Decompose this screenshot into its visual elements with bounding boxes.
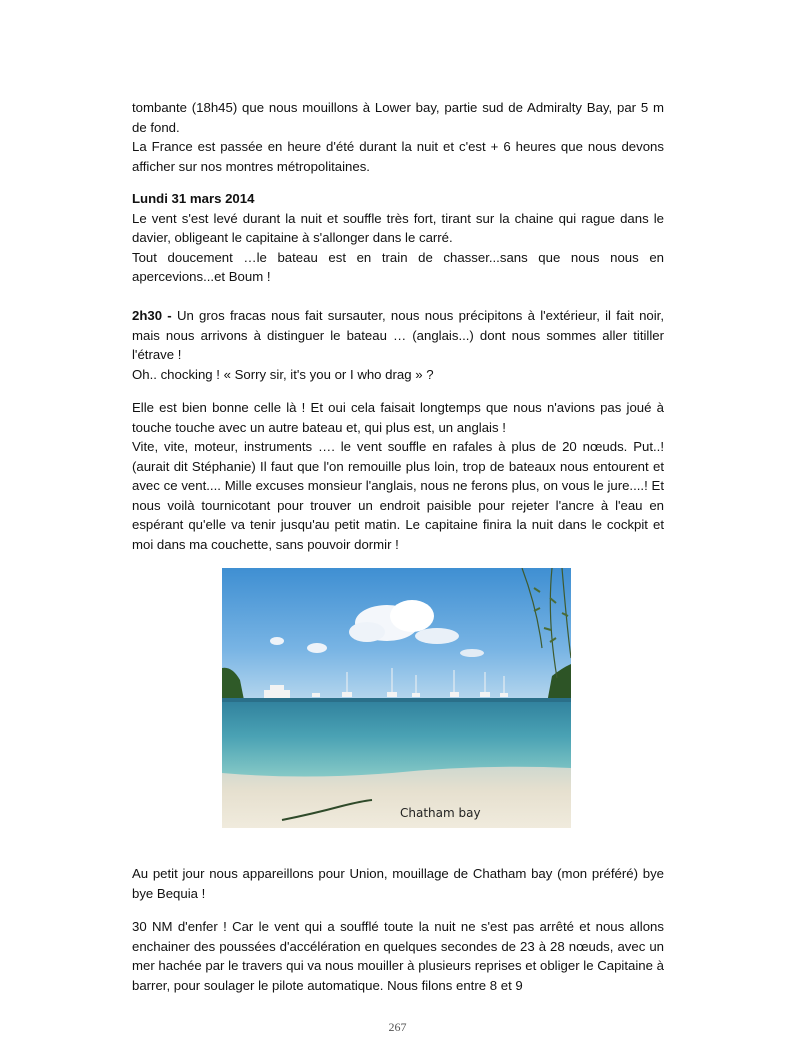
paragraph-reanchor xyxy=(132,398,664,554)
reanchor-text: Vite, vite, moteur, instruments …. le vent souffle en rafales à plus de 20 nœuds. Put..! (aurait dit Stéphanie) Il faut que l'on remouille plus loin, trop de bateaux nous entourent et avec ce vent.... Mille excuses monsieur l'anglais, nous ne ferons plus, on vous le jure....! Et nous voilà tournicotant pour trouver un endroit paisible pour rejeter l'ancre à l'eau en espérant qu'elle va tenir jusqu'au petit matin. Le capitaine finira la nuit dans le cockpit et moi dans ma couchette, sans pouvoir dormir ! xyxy=(132,439,664,552)
collision-text: Un gros fracas nous fait sursauter, nous nous précipitons à l'extérieur, il fait noir, mais nous arrivons à distinguer le bateau … (anglais...) dont nous sommes aller titiller l'étrave ! xyxy=(132,308,664,362)
page-number: 267 xyxy=(388,1020,407,1034)
paragraph-arrival xyxy=(132,98,664,176)
arrival-text: tombante (18h45) que nous mouillons à Lower bay, partie sud de Admiralty Bay, par 5 m de fond. xyxy=(132,100,664,135)
paragraph-monday xyxy=(132,189,664,287)
paragraph-crossing xyxy=(132,917,664,995)
paragraph-departure xyxy=(132,864,664,903)
chatham-bay-photo xyxy=(222,568,571,828)
date-heading: Lundi 31 mars 2014 xyxy=(132,191,255,206)
paragraph-collision xyxy=(132,306,664,384)
touch-text: Elle est bien bonne celle là ! Et oui cela faisait longtemps que nous n'avions pas joué à touche touche avec un autre bateau et, qui plus est, un anglais ! xyxy=(132,400,664,435)
summer-time-text: La France est passée en heure d'été durant la nuit et c'est + 6 heures que nous devons afficher sur nos montres métropolitaines. xyxy=(132,139,664,174)
quote-text: Oh.. chocking ! « Sorry sir, it's you or I who drag » ? xyxy=(132,366,434,382)
dragging-text: Tout doucement …le bateau est en train de chasser...sans que nous nous en apercevions...et Boum ! xyxy=(132,249,664,284)
time-label: 2h30 - xyxy=(132,308,172,323)
departure-text: Au petit jour nous appareillons pour Union, mouillage de Chatham bay (mon préféré) bye bye Bequia ! xyxy=(132,866,664,901)
wind-text: Le vent s'est levé durant la nuit et souffle très fort, tirant sur la chaine qui rague dans le davier, obligeant le capitaine à s'allonger dans le carré. xyxy=(132,210,664,245)
photo-caption: Chatham bay xyxy=(400,806,481,820)
crossing-text: 30 NM d'enfer ! Car le vent qui a soufflé toute la nuit ne s'est pas arrêté et nous allons enchainer des poussées d'accélération en quelques secondes de 23 à 28 nœuds, avec un mer hachée par le travers qui va nous mouiller à plusieurs reprises et obliger le Capitaine à barrer, pour soulager le pilote automatique. Nous filons entre 8 et 9 xyxy=(132,919,664,993)
